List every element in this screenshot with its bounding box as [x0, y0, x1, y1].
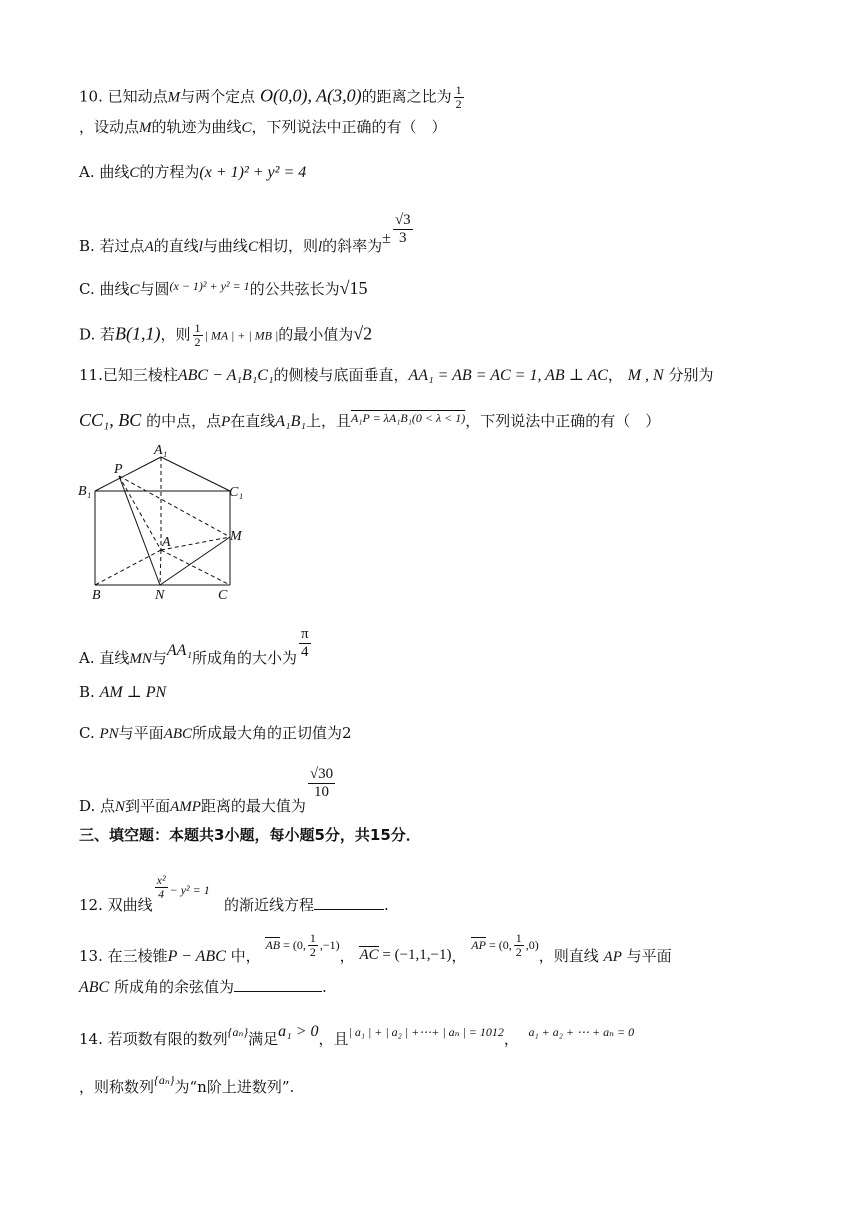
label-a: A — [162, 535, 171, 550]
q13-vector-ab: AB = (0, $\frac{1}{2}$ ,−1) — [265, 931, 340, 960]
q10-option-b-text: B. 若过点A的直线l与曲线C相切，则l的斜率为 — [79, 237, 383, 255]
edge-a1-c1 — [161, 457, 230, 491]
edge-a-b — [95, 550, 161, 585]
q11-option-d: D. 点N到平面AMP距离的最大值为 $\frac{√30}{10}$ — [79, 766, 334, 815]
q10-option-b-slope: $\frac{√3}{3}$ — [394, 212, 411, 246]
q12-answer-blank[interactable] — [314, 909, 384, 910]
q11-stem-line2: CC₁, BC 的中点，点P在直线A₁B₁上，且$^{A_1P = \lambda A_1B_1(0 < \lambda < 1)}$，下列说法中正确的有（ ） — [79, 410, 661, 430]
q10-option-b: B. 若过点A的直线l与曲线C相切，则l的斜率为± $\frac{√3}{3}$ — [79, 212, 411, 255]
q11-prism: ABC − A₁B₁C₁ — [177, 367, 274, 384]
q11-stem-line1: 11.已知三棱柱ABC − A₁B₁C₁的侧棱与底面垂直，AA₁ = AB = AC = 1, AB ⊥ AC， M , N 分别为 — [79, 366, 714, 384]
q10-option-c-circle: (x − 1)² + y² = 1 — [169, 279, 250, 293]
edge-b1-a1 — [95, 457, 161, 491]
label-b1: B₁ — [78, 484, 92, 499]
q10-stem-text: 已知动点 — [107, 87, 168, 106]
q14-abs-sum: | a₁ | + | a₂ | +⋯+ | aₙ | = 1012 — [348, 1025, 504, 1039]
edge-p-m — [119, 476, 230, 537]
q10-option-d: D. 若B(1,1)，则 $\frac{1}{2}$ | MA | + | MB |的最小值为√2 — [79, 321, 373, 350]
q10-stem-line2: ，设动点M的轨迹为曲线C，下列说法中正确的有（ ） — [79, 118, 447, 136]
label-c: C — [218, 588, 228, 602]
edge-a-c — [161, 550, 230, 585]
q10-stem-line1 — [79, 84, 466, 111]
q14-sequence: {aₙ} — [227, 1025, 249, 1039]
q10-number: 10. — [79, 87, 103, 106]
q12: 12. 双曲线 $\frac{\text{x²}}{4}$ − y² = 1 的渐近线方程 . — [79, 873, 389, 914]
q10-option-a-equation: (x + 1)² + y² = 4 — [199, 164, 307, 181]
q12-fraction: $\frac{\text{x²}}{4}$ — [156, 873, 166, 902]
label-a1: A₁ — [154, 443, 168, 458]
q10-stem-text: 的距离之比为 — [361, 87, 452, 106]
q11-option-a: A. 直线MN与AA₁所成角的大小为 $\frac{\pi}{4}$ — [79, 626, 309, 667]
q10-ratio: $\frac{1}{2}$ — [455, 83, 462, 112]
edge-p-n — [119, 476, 160, 585]
q10-stem-text: 的轨迹为曲线 — [151, 118, 242, 136]
q10-stem-text: ，下列说法中正确的有（ ） — [251, 118, 447, 136]
edge-a-n — [160, 550, 161, 585]
q13-vector-ac: AC = (−1,1,−1) — [359, 947, 452, 964]
q14-sum: a₁ + a₂ + ⋯ + aₙ = 0 — [528, 1025, 635, 1039]
q10-option-c: C. 曲线C与圆$^{(x - 1)^2 + y^2 = 1}$的公共弦长为√15 — [79, 278, 368, 298]
label-n: N — [155, 588, 165, 602]
section-3-heading: 三、填空题：本题共3小题，每小题5分，共15分． — [79, 826, 421, 844]
q10-option-d-value: √2 — [353, 323, 373, 344]
label-p: P — [114, 462, 123, 477]
q11-condition: AA₁ = AB = AC = 1, AB ⊥ AC — [408, 367, 608, 384]
q11-option-b-expr: AM ⊥ PN — [99, 684, 167, 701]
q11-vector-condition: A₁P = λA₁B₁(0 < λ < 1) — [350, 411, 466, 425]
q13-line1: 13. 在三棱锥P − ABC 中， AB = (0, $\frac{1}{2}$ ,−1)， AC = (−1,1,−1)， AP = (0, $\frac{1}{2}$ ,0)，则直线 AP 与平面 — [79, 931, 672, 966]
q11-option-b: B. AM ⊥ PN — [79, 683, 167, 701]
q10-stem-text: 与两个定点 — [180, 87, 256, 106]
q14-line1: 14. 若项数有限的数列{aₙ}满足a₁ > 0，且| a₁ | + | a₂ | +⋯+ | aₙ | = 1012， a₁ + a₂ + ⋯ + aₙ = 0 — [79, 1023, 635, 1048]
label-b: B — [92, 588, 101, 602]
label-m: M — [230, 529, 242, 544]
label-c1: C₁ — [229, 485, 244, 500]
q11-prism-figure — [78, 442, 248, 602]
q14-line2: ，则称数列{aₙ}为“n阶上进数列”. — [79, 1073, 295, 1096]
q11-option-d-distance: $\frac{√30}{10}$ — [309, 766, 334, 800]
q10-option-a: A. 曲线C的方程为(x + 1)² + y² = 4 — [79, 163, 307, 181]
q13-line2: ABC 所成角的余弦值为 . — [79, 978, 327, 996]
q13-answer-blank[interactable] — [234, 991, 322, 992]
q13-vector-ap: AP = (0, $\frac{1}{2}$ ,0) — [471, 931, 539, 960]
q10-stem-text: ，设动点 — [79, 118, 140, 136]
q10-option-c-value: √15 — [339, 278, 368, 298]
q10-fixed-points: O(0,0), A(3,0) — [259, 85, 362, 106]
q11-option-a-angle: $\frac{\pi}{4}$ — [301, 626, 309, 660]
q11-option-c: C. PN与平面ABC所成最大角的正切值为2 — [79, 724, 352, 742]
q10-point-m: M — [167, 89, 181, 106]
